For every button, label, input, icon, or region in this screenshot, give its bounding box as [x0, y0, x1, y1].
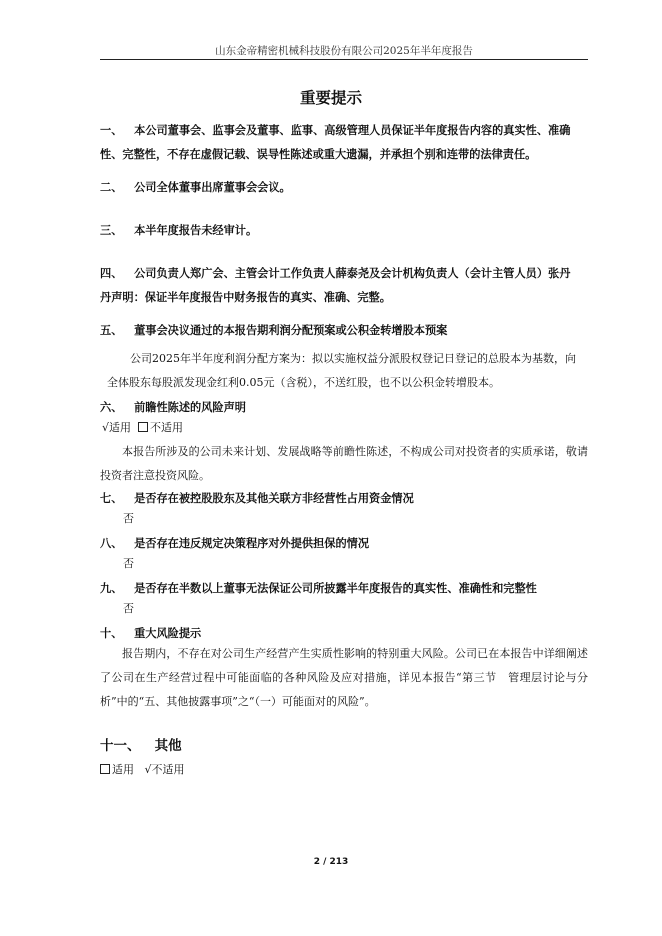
section-11: [100, 734, 182, 754]
section-1-number: 一、: [100, 123, 123, 137]
section-3: [100, 218, 588, 242]
section-6-applicable-checked: √适用: [102, 421, 132, 434]
section-5-number: 五、: [100, 323, 123, 337]
section-11-applicable: 适用: [112, 763, 134, 776]
section-5-body-line-1: 公司2025年半年度利润分配方案为：拟以实施权益分派股权登记日登记的总股本为基数，向: [130, 352, 576, 365]
section-6-body: 本报告所涉及的公司未来计划、发展战略等前瞻性陈述，不构成公司对投资者的实质承诺，敬请投资者注意投资风险。: [100, 445, 588, 482]
section-10-text: 重大风险提示: [134, 626, 202, 640]
section-8-text: 是否存在违反规定决策程序对外提供担保的情况: [134, 536, 370, 550]
page-title: 重要提示: [299, 88, 362, 107]
section-11-not-applicable-checked: √不适用: [144, 763, 185, 776]
section-5-text: 董事会决议通过的本报告期利润分配预案或公积金转增股本预案: [134, 323, 448, 337]
section-4-line-1: 公司负责人郑广会、主管会计工作负责人薛泰尧及会计机构负责人（会计主管人员）张丹: [134, 266, 571, 280]
section-10-number: 十、: [100, 626, 123, 640]
section-1-line-2: 性、完整性，不存在虚假记载、误导性陈述或重大遗漏，并承担个别和连带的法律责任。: [100, 147, 537, 161]
section-11-checkboxes: [100, 758, 185, 782]
empty-checkbox-icon: [138, 422, 148, 432]
section-8-number: 八、: [100, 536, 123, 550]
section-9-text: 是否存在半数以上董事无法保证公司所披露半年度报告的真实性、准确性和完整性: [134, 581, 537, 595]
section-1: [100, 118, 588, 142]
section-3-number: 三、: [100, 223, 123, 237]
section-7-number: 七、: [100, 491, 123, 505]
section-5-body-line-2: 全体股东每股派发现金红利0.05元（含税），不送红股，也不以公积金转增股本。: [107, 376, 500, 389]
section-10-body: 报告期内，不存在对公司生产经营产生实质性影响的特别重大风险。公司已在本报告中详细阐述了公司在生产经营过程中可能面临的各种风险及应对措施，详见本报告“第三节 管理层讨论与分析”中的“五、其他披露事项”之“（一）可能面对的风险”。: [100, 647, 588, 708]
section-9: [100, 576, 588, 600]
section-8-answer: 否: [123, 557, 134, 570]
section-2-text: 公司全体董事出席董事会会议。: [134, 180, 291, 194]
section-7-text: 是否存在被控股股东及其他关联方非经营性占用资金情况: [134, 491, 414, 505]
section-5: [100, 318, 588, 342]
section-11-text: 其他: [154, 738, 182, 754]
section-6-not-applicable: 不适用: [150, 421, 184, 434]
section-4: [100, 261, 588, 285]
section-9-answer: 否: [123, 602, 134, 615]
empty-checkbox-icon: [100, 764, 110, 774]
section-1-line-1: 本公司董事会、监事会及董事、监事、高级管理人员保证半年度报告内容的真实性、准确: [134, 123, 571, 137]
page-number: 2 / 213: [313, 857, 349, 867]
section-8: [100, 531, 588, 555]
section-6-checkboxes: [102, 416, 183, 440]
section-6-number: 六、: [100, 400, 123, 414]
section-2: [100, 175, 588, 199]
section-4-line-2: 丹声明：保证半年度报告中财务报告的真实、准确、完整。: [100, 290, 391, 304]
page-header: 山东金帝精密机械科技股份有限公司2025年半年度报告: [215, 45, 473, 57]
section-9-number: 九、: [100, 581, 123, 595]
section-3-text: 本半年度报告未经审计。: [134, 223, 258, 237]
section-6-text: 前瞻性陈述的风险声明: [134, 400, 246, 414]
section-7-answer: 否: [123, 512, 134, 525]
section-4-number: 四、: [100, 266, 123, 280]
section-7: [100, 486, 588, 510]
header-rule: [100, 59, 588, 60]
section-11-number: 十一、: [100, 738, 141, 754]
section-2-number: 二、: [100, 180, 123, 194]
